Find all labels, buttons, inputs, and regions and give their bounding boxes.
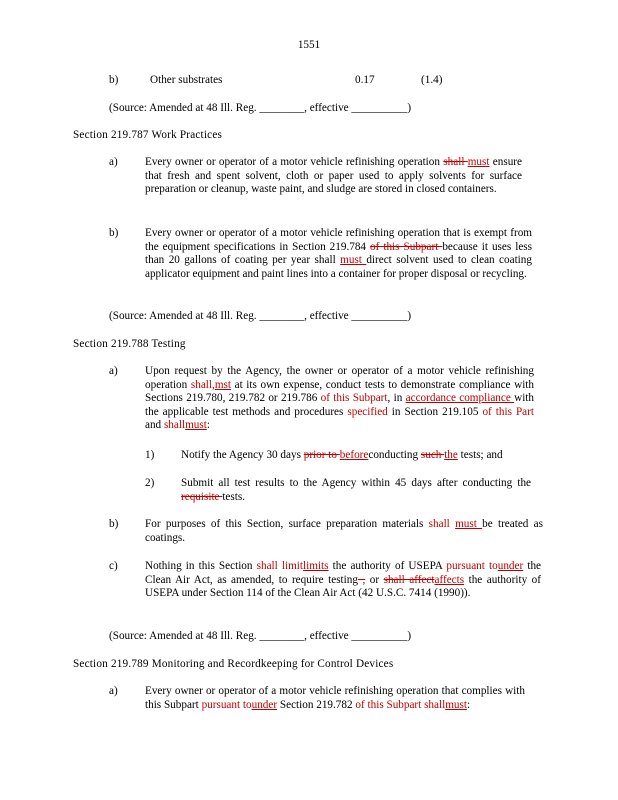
subitem-label: 1) xyxy=(145,449,155,461)
section-789-heading: Section 219.789 Monitoring and Recordkeeping for Control Devices xyxy=(73,658,394,670)
section-788-item-2-text: Submit all test results to the Agency within 45 days after conducting the requisite tests. xyxy=(181,477,531,503)
item-label: a) xyxy=(109,365,118,377)
section-788-b-text: For purposes of this Section, surface preparation materials shall must be treated as coatings. xyxy=(145,518,544,544)
row-name: Other substrates xyxy=(150,74,223,86)
row-value-1: 0.17 xyxy=(355,74,375,86)
section-788-heading: Section 219.788 Testing xyxy=(73,338,186,350)
source-note: (Source: Amended at 48 Ill. Reg. ________, effective __________) xyxy=(109,102,412,114)
row-label: b) xyxy=(109,74,119,86)
item-label: b) xyxy=(109,227,119,239)
section-787-a-text: Every owner or operator of a motor vehicle refinishing operation shall must ensure that fresh and spent solvent, cloth or paper used to apply solvents for surface preparation or cleanup, waste paint, and sludge are stored in closed containers. xyxy=(145,156,522,196)
section-789-a-text: Every owner or operator of a motor vehicle refinishing operation that complies with this Subpart pursuant tounder Section 219.782 of this Subpart shallmust: xyxy=(145,685,525,711)
section-787-heading: Section 219.787 Work Practices xyxy=(73,129,223,141)
item-label: c) xyxy=(109,560,118,572)
source-note: (Source: Amended at 48 Ill. Reg. ________, effective __________) xyxy=(109,310,412,322)
subitem-label: 2) xyxy=(145,477,155,489)
row-value-2: (1.4) xyxy=(421,74,443,86)
item-label: a) xyxy=(109,685,118,697)
page-number: 1551 xyxy=(297,39,321,51)
section-788-a-text: Upon request by the Agency, the owner or operator of a motor vehicle refinishing operation shall,mst at its own expense, conduct tests to demonstrate compliance with Sections 219.780, 219.782 or 219.786 of this Subpart, in accordance compliance with the applicable test methods and procedures specified in Section 219.105 of this Part and shallmust: xyxy=(145,365,535,432)
source-note: (Source: Amended at 48 Ill. Reg. ________, effective __________) xyxy=(109,630,412,642)
section-788-c-text: Nothing in this Section shall limitlimits the authority of USEPA pursuant tounder the Clean Air Act, as amended, to require testing , or shall affectaffects the authority of USEPA under Section 114 of the Clean Air Act (42 U.S.C. 7414 (1990)). xyxy=(145,560,542,600)
section-787-b-text: Every owner or operator of a motor vehicle refinishing operation that is exempt from the equipment specifications in Section 219.784 of this Subpart because it uses less than 20 gallons of coating per year shall must direct solvent used to clean coating applicator equipment and paint lines into a container for proper disposal or recycling. xyxy=(145,227,532,280)
item-label: b) xyxy=(109,518,119,530)
section-788-item-1-text: Notify the Agency 30 days prior to beforeconducting such the tests; and xyxy=(181,449,503,461)
item-label: a) xyxy=(109,156,118,168)
